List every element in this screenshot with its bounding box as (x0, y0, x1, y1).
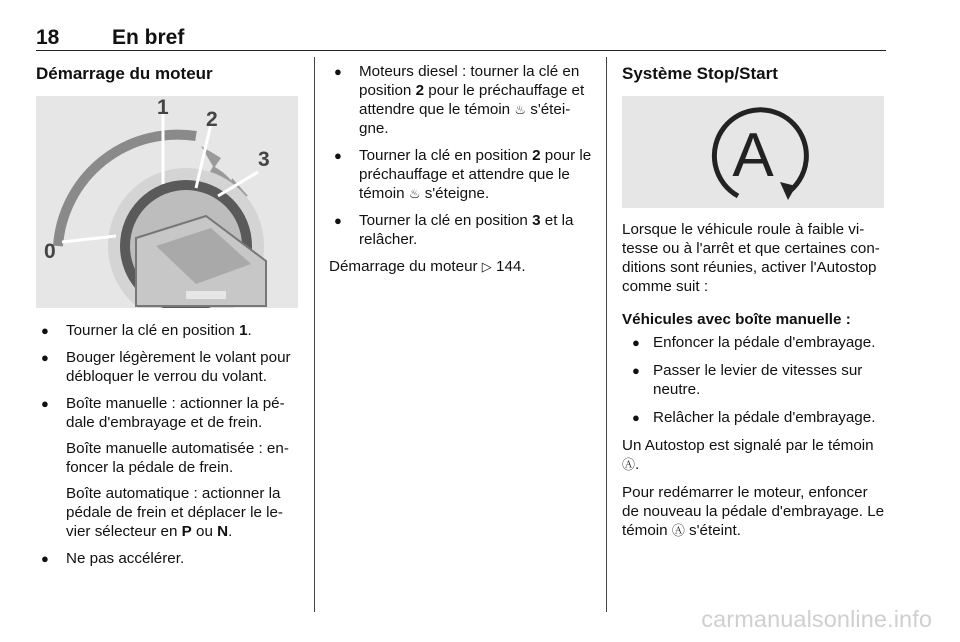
bullet-icon: ● (41, 551, 49, 566)
step-position: 2 (532, 147, 541, 164)
engine-start-steps (36, 321, 302, 568)
step-text: Enfoncer la pédale d'embrayage. (653, 334, 876, 351)
figure-label-2: 2 (206, 108, 218, 131)
column-divider-1 (314, 57, 315, 612)
step-text: Ne pas accélérer. (66, 550, 185, 567)
glow-plug-icon: ♨ (408, 186, 421, 201)
page-number: 18 (36, 26, 60, 49)
list-item (329, 211, 595, 249)
step-position: 2 (415, 82, 425, 99)
list-item (36, 394, 302, 541)
autostop-icon (622, 96, 884, 208)
step-text-end: . (247, 322, 252, 339)
paragraph-restart (622, 483, 888, 540)
page-reference-icon: ▷ (481, 259, 492, 274)
step-position: 1 (239, 322, 248, 339)
bullet-icon: ● (334, 148, 342, 163)
list-item (36, 348, 302, 386)
gear-n: N (217, 523, 229, 540)
ignition-illustration (36, 96, 298, 308)
column-3 (622, 62, 888, 549)
autostop-figure (622, 96, 884, 208)
figure-label-3: 3 (258, 148, 270, 171)
subheading-manual: Véhicules avec boîte manuelle : (622, 311, 851, 328)
step-position: 3 (532, 212, 541, 229)
list-item (36, 549, 302, 568)
subtext-part: Boîte automatique : actionner la pédale de frein et déplacer le le-vier sélecteur en (66, 485, 283, 540)
page-title: En bref (112, 26, 185, 49)
paragraph-autostop-intro: Lorsque le véhicule roule à faible vi-tesse ou à l'arrêt et que certaines con-ditions sont réunies, activer l'Autostop comme suit : (622, 221, 880, 295)
cross-reference (329, 257, 595, 276)
key-fob-slot (186, 291, 226, 299)
subtext-part: ou (191, 523, 218, 540)
list-item (622, 408, 888, 427)
autostop-letter: A (732, 121, 774, 190)
step-text: Boîte manuelle : actionner la pé-dale d'embrayage et de frein. (66, 395, 285, 431)
bullet-icon: ● (41, 350, 49, 365)
step-text-end: s'étei-gne. (359, 101, 571, 137)
list-item (622, 333, 888, 352)
paragraph-text: Un Autostop est signalé par le témoin (622, 437, 874, 454)
bullet-icon: ● (632, 363, 640, 378)
reference-text: Démarrage du moteur (329, 258, 482, 275)
paragraph-text: Pour redémarrer le moteur, enfoncer de nouveau la pédale d'embrayage. Le témoin (622, 484, 885, 539)
step-text: Bouger légèrement le volant pour débloquer le verrou du volant. (66, 349, 291, 385)
gear-p: P (181, 523, 192, 540)
leader-line-0 (62, 236, 116, 242)
glow-plug-icon: ♨ (514, 102, 527, 117)
column-1 (36, 62, 302, 576)
bullet-icon: ● (41, 396, 49, 411)
step-text: Relâcher la pédale d'embrayage. (653, 409, 876, 426)
step-subtext (66, 484, 302, 541)
step-text: Moteurs diesel : tourner la clé en position (359, 63, 580, 99)
reference-page: 144. (491, 258, 526, 275)
list-item (36, 321, 302, 340)
step-text-end: et la relâcher. (359, 212, 574, 248)
step-text: Tourner la clé en position (359, 212, 533, 229)
step-text: pour le préchauffage et attendre que le témoin (359, 147, 592, 202)
list-item (329, 146, 595, 203)
step-subtext: Boîte manuelle automatisée : en-foncer la pédale de frein. (66, 440, 289, 476)
step-text-end: s'éteigne. (420, 185, 490, 202)
ignition-figure (36, 96, 298, 308)
list-item (622, 361, 888, 399)
step-text: Passer le levier de vitesses sur neutre. (653, 362, 863, 398)
step-text: pour le préchauffage et attendre que le témoin (359, 82, 585, 118)
column-divider-2 (606, 57, 607, 612)
section-title-stop-start: Système Stop/Start (622, 64, 778, 83)
header-rule (36, 50, 886, 51)
diesel-steps (329, 62, 595, 249)
step-text: Tourner la clé en position (359, 147, 533, 164)
bullet-icon: ● (632, 335, 640, 350)
figure-label-0: 0 (44, 240, 56, 263)
bullet-icon: ● (41, 323, 49, 338)
bullet-icon: ● (334, 213, 342, 228)
bullet-icon: ● (334, 64, 342, 79)
watermark: carmanualsonline.info (701, 606, 932, 632)
paragraph-autostop-signal (622, 436, 888, 474)
paragraph-text-end: . (635, 456, 640, 473)
autostop-indicator-icon: Ⓐ (671, 523, 685, 538)
list-item (329, 62, 595, 138)
subtext-part: . (228, 523, 233, 540)
step-text: Tourner la clé en position (66, 322, 240, 339)
section-title-engine-start: Démarrage du moteur (36, 64, 213, 83)
column-2 (329, 62, 595, 285)
autostop-steps (622, 333, 888, 427)
paragraph-text-end: s'éteint. (684, 522, 741, 539)
figure-label-1: 1 (157, 96, 169, 119)
bullet-icon: ● (632, 410, 640, 425)
page-header (36, 26, 884, 50)
autostop-indicator-icon: Ⓐ (622, 457, 636, 472)
